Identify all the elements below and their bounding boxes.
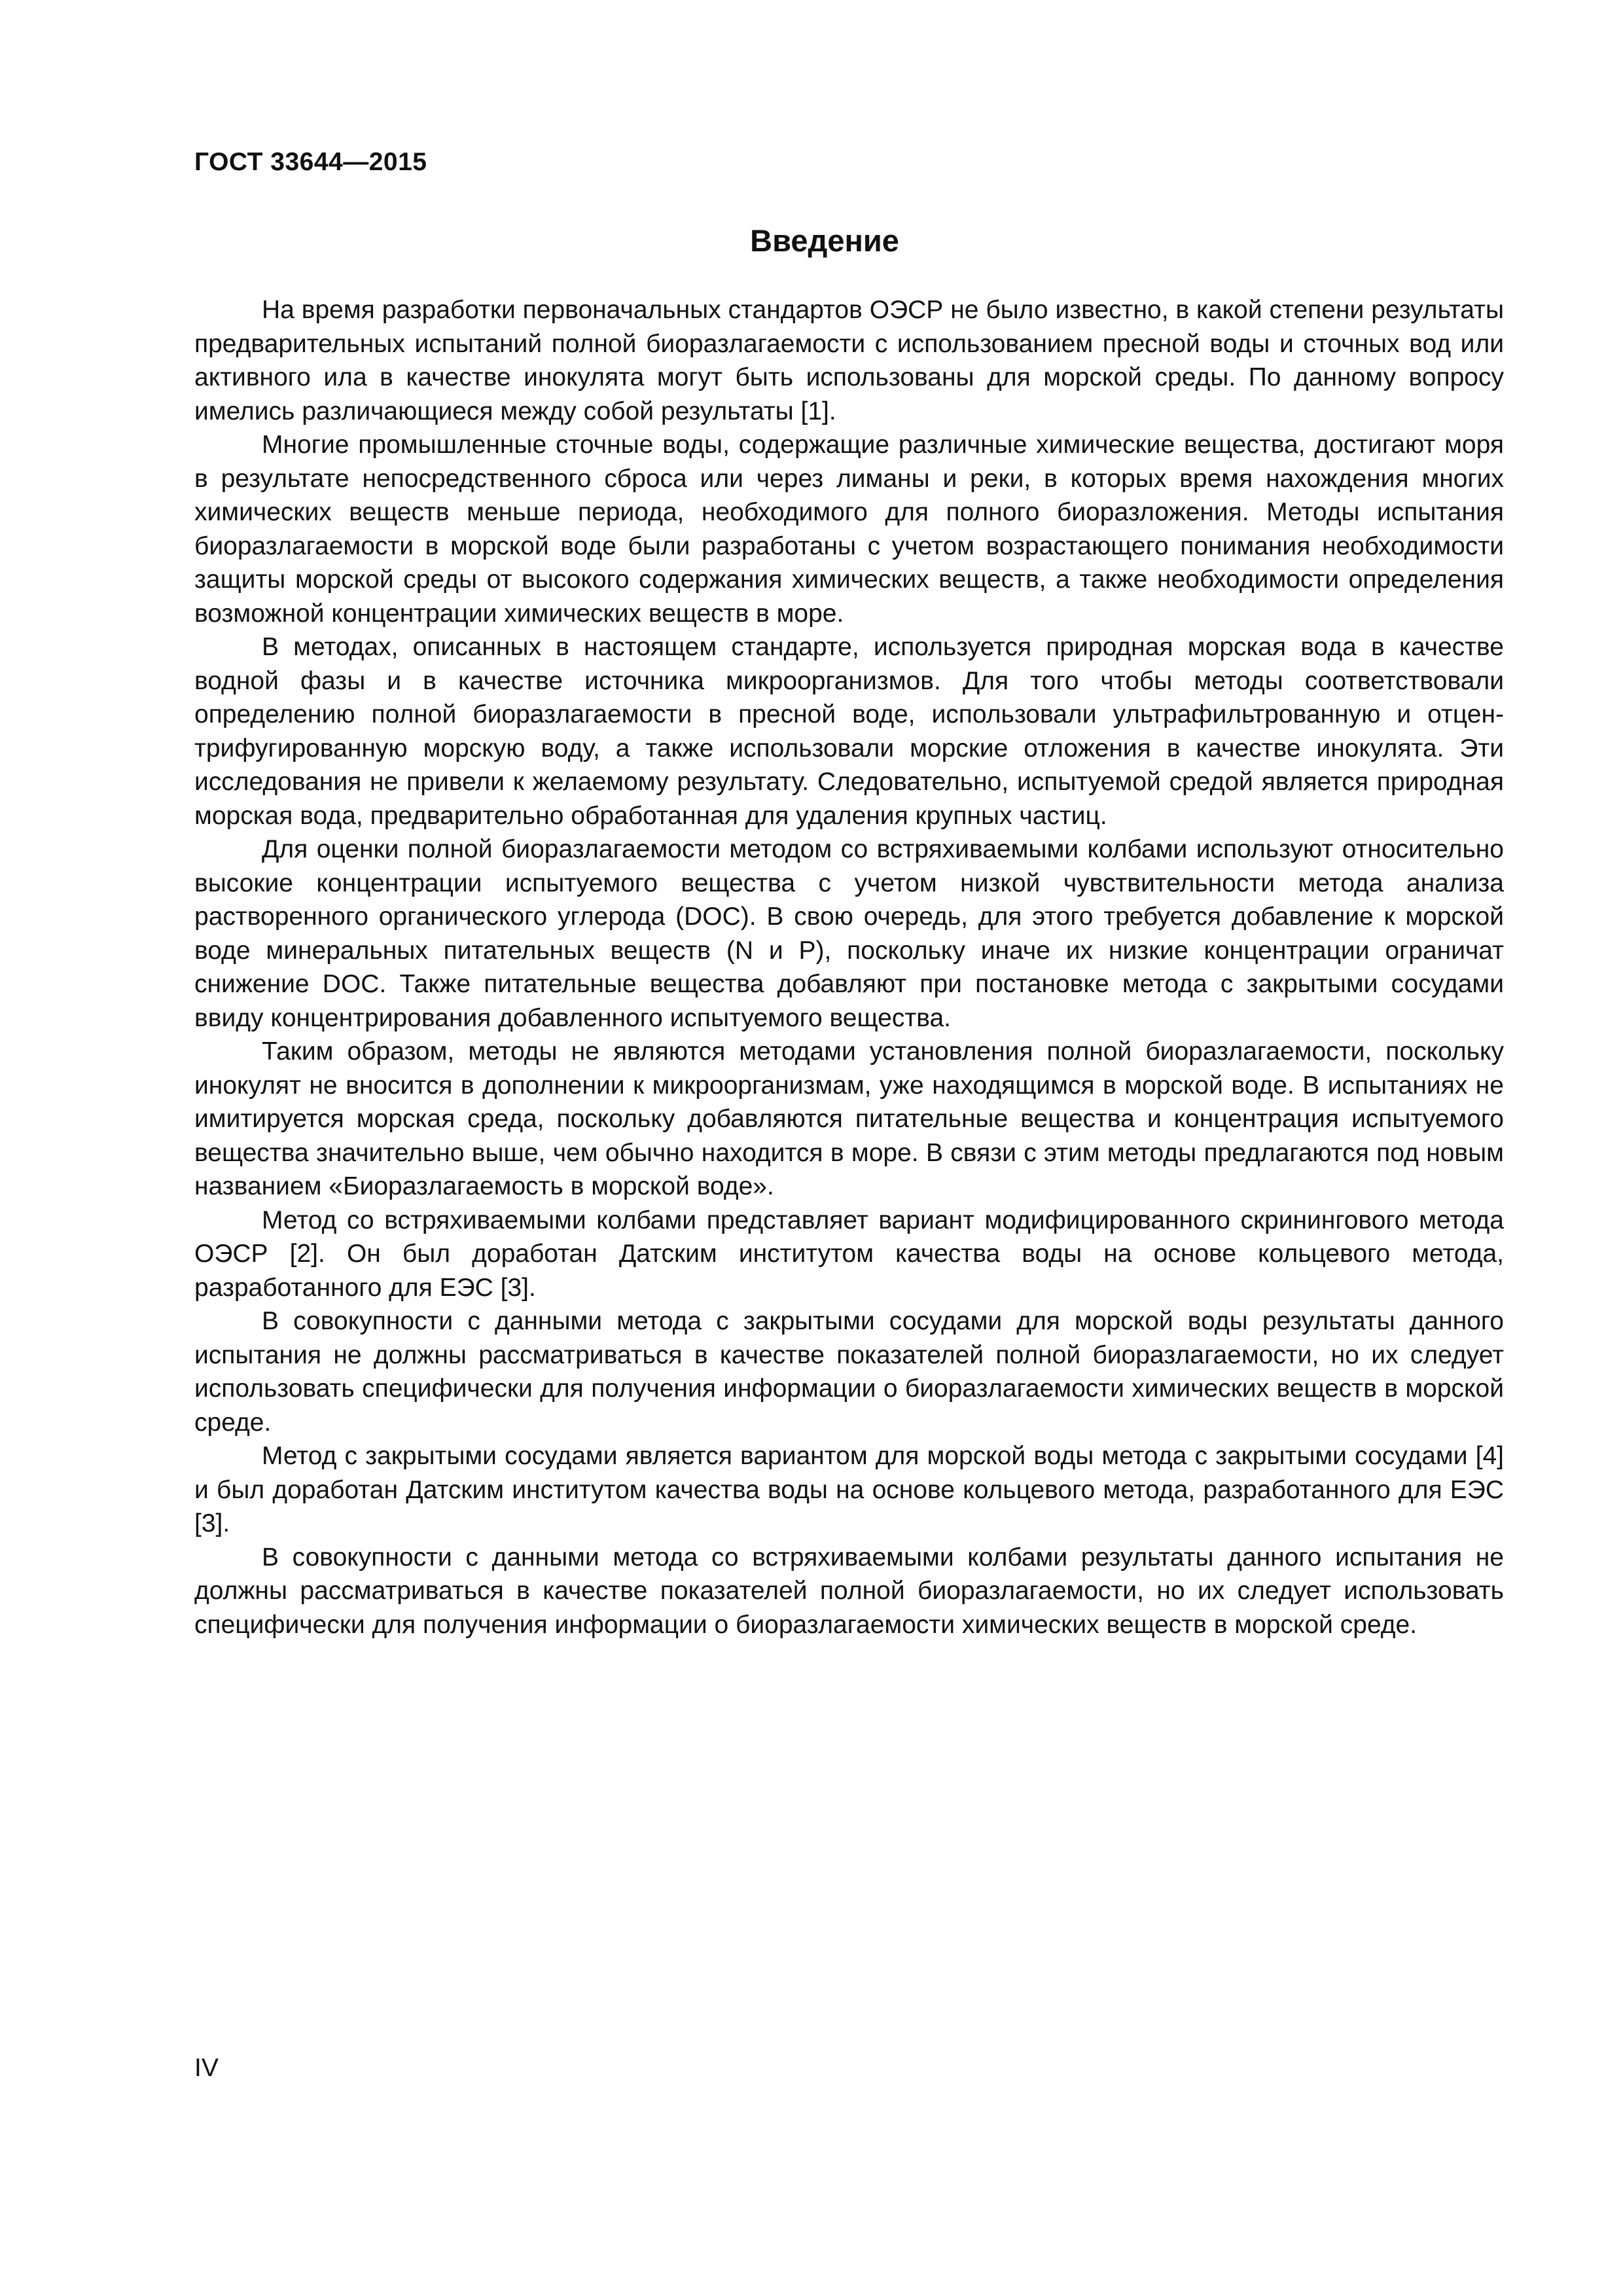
paragraph-7: В совокупности с данными метода с закрытыми сосудами для морской воды результаты данного испытания не должны рассматриваться в качестве показателей полной биоразлагаемости, но их следует использовать специфически для получения информации о биоразлагаемости химических веществ в морской среде. [194, 1307, 1504, 1437]
section-title: Введение [750, 223, 899, 258]
document-header: ГОСТ 33644—2015 [194, 148, 427, 176]
paragraph-8: Метод с закрытыми сосудами является вариантом для морской воды метода с закрытыми сосудами [4] и был доработан Датским институтом качества воды на основе кольцевого метода, разработанного для ЕЭС [3]. [194, 1442, 1504, 1537]
paragraph-4: Для оценки полной биоразлагаемости методом со встряхиваемыми колбами используют относительно высокие концентрации испытуемого вещества с учетом низкой чувствительности метода анализа растворенного органического углерода (DOC). В свою очередь, для этого требуется добавление к морской воде минеральных питательных веществ (N и P), поскольку иначе их низкие концентрации ограничат снижение DOC. Также питательные вещества добавляют при постановке метода с закрытыми сосудами ввиду концентрирования добавленного испытуемого вещества. [194, 835, 1504, 1032]
paragraph-9: В совокупности с данными метода со встряхиваемыми колбами результаты данного испытания не должны рассматриваться в качестве показателей полной биоразлагаемости, но их следует использовать специфически для получения информации о биоразлагаемости химических веществ в морской среде. [194, 1543, 1504, 1639]
paragraph-2: Многие промышленные сточные воды, содержащие различные химические вещества, достигают моря в результате непосредственного сброса или через лиманы и реки, в которых время нахождения многих химических веществ меньше периода, необходимого для полного биоразложения. Методы испытания биоразлагаемости в морской воде были разработаны с учетом возрастающего понимания необходимости защиты морской среды от высокого содержания химических веществ, а также необходимости определения возможной концентрации химических веществ в море. [194, 431, 1504, 628]
paragraph-1: На время разработки первоначальных стандартов ОЭСР не было известно, в какой степени результаты предварительных испытаний полной биоразлагаемости с использованием пресной воды и сточных вод или активного ила в качестве инокулята могут быть использованы для морской среды. По данному вопросу имелись различающиеся между собой результаты [1]. [194, 296, 1504, 425]
paragraph-6: Метод со встряхиваемыми колбами представляет вариант модифицированного скринингового метода ОЭСР [2]. Он был доработан Датским институтом качества воды на основе кольцевого метода, разработанного для ЕЭС [3]. [194, 1206, 1504, 1302]
body-text [194, 293, 1504, 1641]
paragraph-3: В методах, описанных в настоящем стандарте, используется природная морская вода в качестве водной фазы и в качестве источника микроорганизмов. Для того чтобы методы соответствовали определению полной биоразлагаемости в пресной воде, использовали ультрафильтрованную и отцентрифугированную морскую воду, а также использовали морские отложения в качестве инокулята. Эти исследования не привели к желаемому результату. Следовательно, испытуемой средой является природная морская вода, предварительно обработанная для удаления крупных частиц. [194, 633, 1504, 830]
paragraph-5: Таким образом, методы не являются методами установления полной биоразлагаемости, поскольку инокулят не вносится в дополнении к микроорганизмам, уже находящимся в морской воде. В испытаниях не имитируется морская среда, поскольку добавляются питательные вещества и концентрация испытуемого вещества значительно выше, чем обычно находится в море. В связи с этим методы предлагаются под новым названием «Биоразлагаемость в морской воде». [194, 1037, 1504, 1200]
page-number: IV [194, 2054, 219, 2082]
